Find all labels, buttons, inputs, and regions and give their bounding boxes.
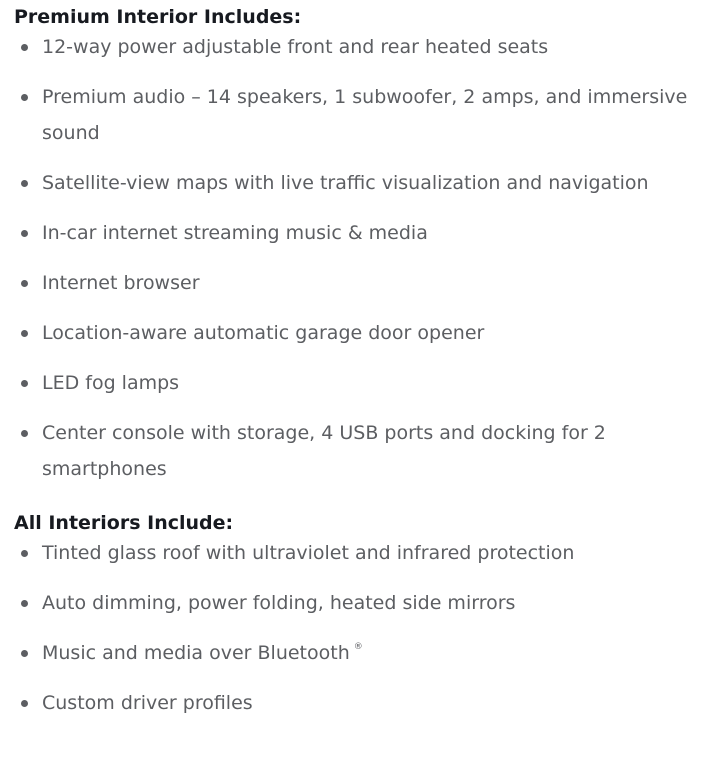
bullet-icon bbox=[21, 550, 28, 557]
list-item bbox=[0, 535, 720, 571]
feature-text: LED fog lamps bbox=[42, 372, 180, 394]
premium-interior-list bbox=[0, 29, 720, 487]
list-item bbox=[0, 315, 720, 351]
feature-text: Premium audio – 14 speakers, 1 subwoofer, 2 amps, and immersive sound bbox=[42, 86, 688, 144]
bullet-icon bbox=[21, 180, 28, 187]
feature-text: Satellite-view maps with live traffic visualization and navigation bbox=[42, 172, 649, 194]
feature-text: Music and media over Bluetooth bbox=[42, 642, 350, 664]
bullet-icon bbox=[21, 650, 28, 657]
feature-text: Internet browser bbox=[42, 272, 200, 294]
list-item bbox=[0, 415, 720, 487]
bullet-icon bbox=[21, 330, 28, 337]
list-item bbox=[0, 79, 720, 151]
list-item bbox=[0, 29, 720, 65]
bullet-icon bbox=[21, 700, 28, 707]
bullet-icon bbox=[21, 380, 28, 387]
feature-text: Auto dimming, power folding, heated side mirrors bbox=[42, 592, 516, 614]
feature-text: In-car internet streaming music & media bbox=[42, 222, 428, 244]
feature-text: Tinted glass roof with ultraviolet and infrared protection bbox=[42, 542, 575, 564]
bullet-icon bbox=[21, 230, 28, 237]
list-item bbox=[0, 165, 720, 201]
list-item bbox=[0, 215, 720, 251]
all-interiors-list bbox=[0, 535, 720, 721]
list-item bbox=[0, 265, 720, 301]
list-item bbox=[0, 635, 720, 671]
registered-trademark: ® bbox=[353, 642, 363, 652]
list-item bbox=[0, 365, 720, 401]
feature-text: 12-way power adjustable front and rear heated seats bbox=[42, 36, 549, 58]
bullet-icon bbox=[21, 94, 28, 101]
bullet-icon bbox=[21, 430, 28, 437]
list-item bbox=[0, 685, 720, 721]
bullet-icon bbox=[21, 600, 28, 607]
bullet-icon bbox=[21, 280, 28, 287]
feature-text: Location-aware automatic garage door opener bbox=[42, 322, 485, 344]
premium-interior-heading: Premium Interior Includes: bbox=[14, 6, 302, 28]
all-interiors-heading: All Interiors Include: bbox=[14, 512, 234, 534]
feature-text: Custom driver profiles bbox=[42, 692, 253, 714]
list-item bbox=[0, 585, 720, 621]
bullet-icon bbox=[21, 44, 28, 51]
feature-text: Center console with storage, 4 USB ports and docking for 2 smartphones bbox=[42, 422, 606, 480]
